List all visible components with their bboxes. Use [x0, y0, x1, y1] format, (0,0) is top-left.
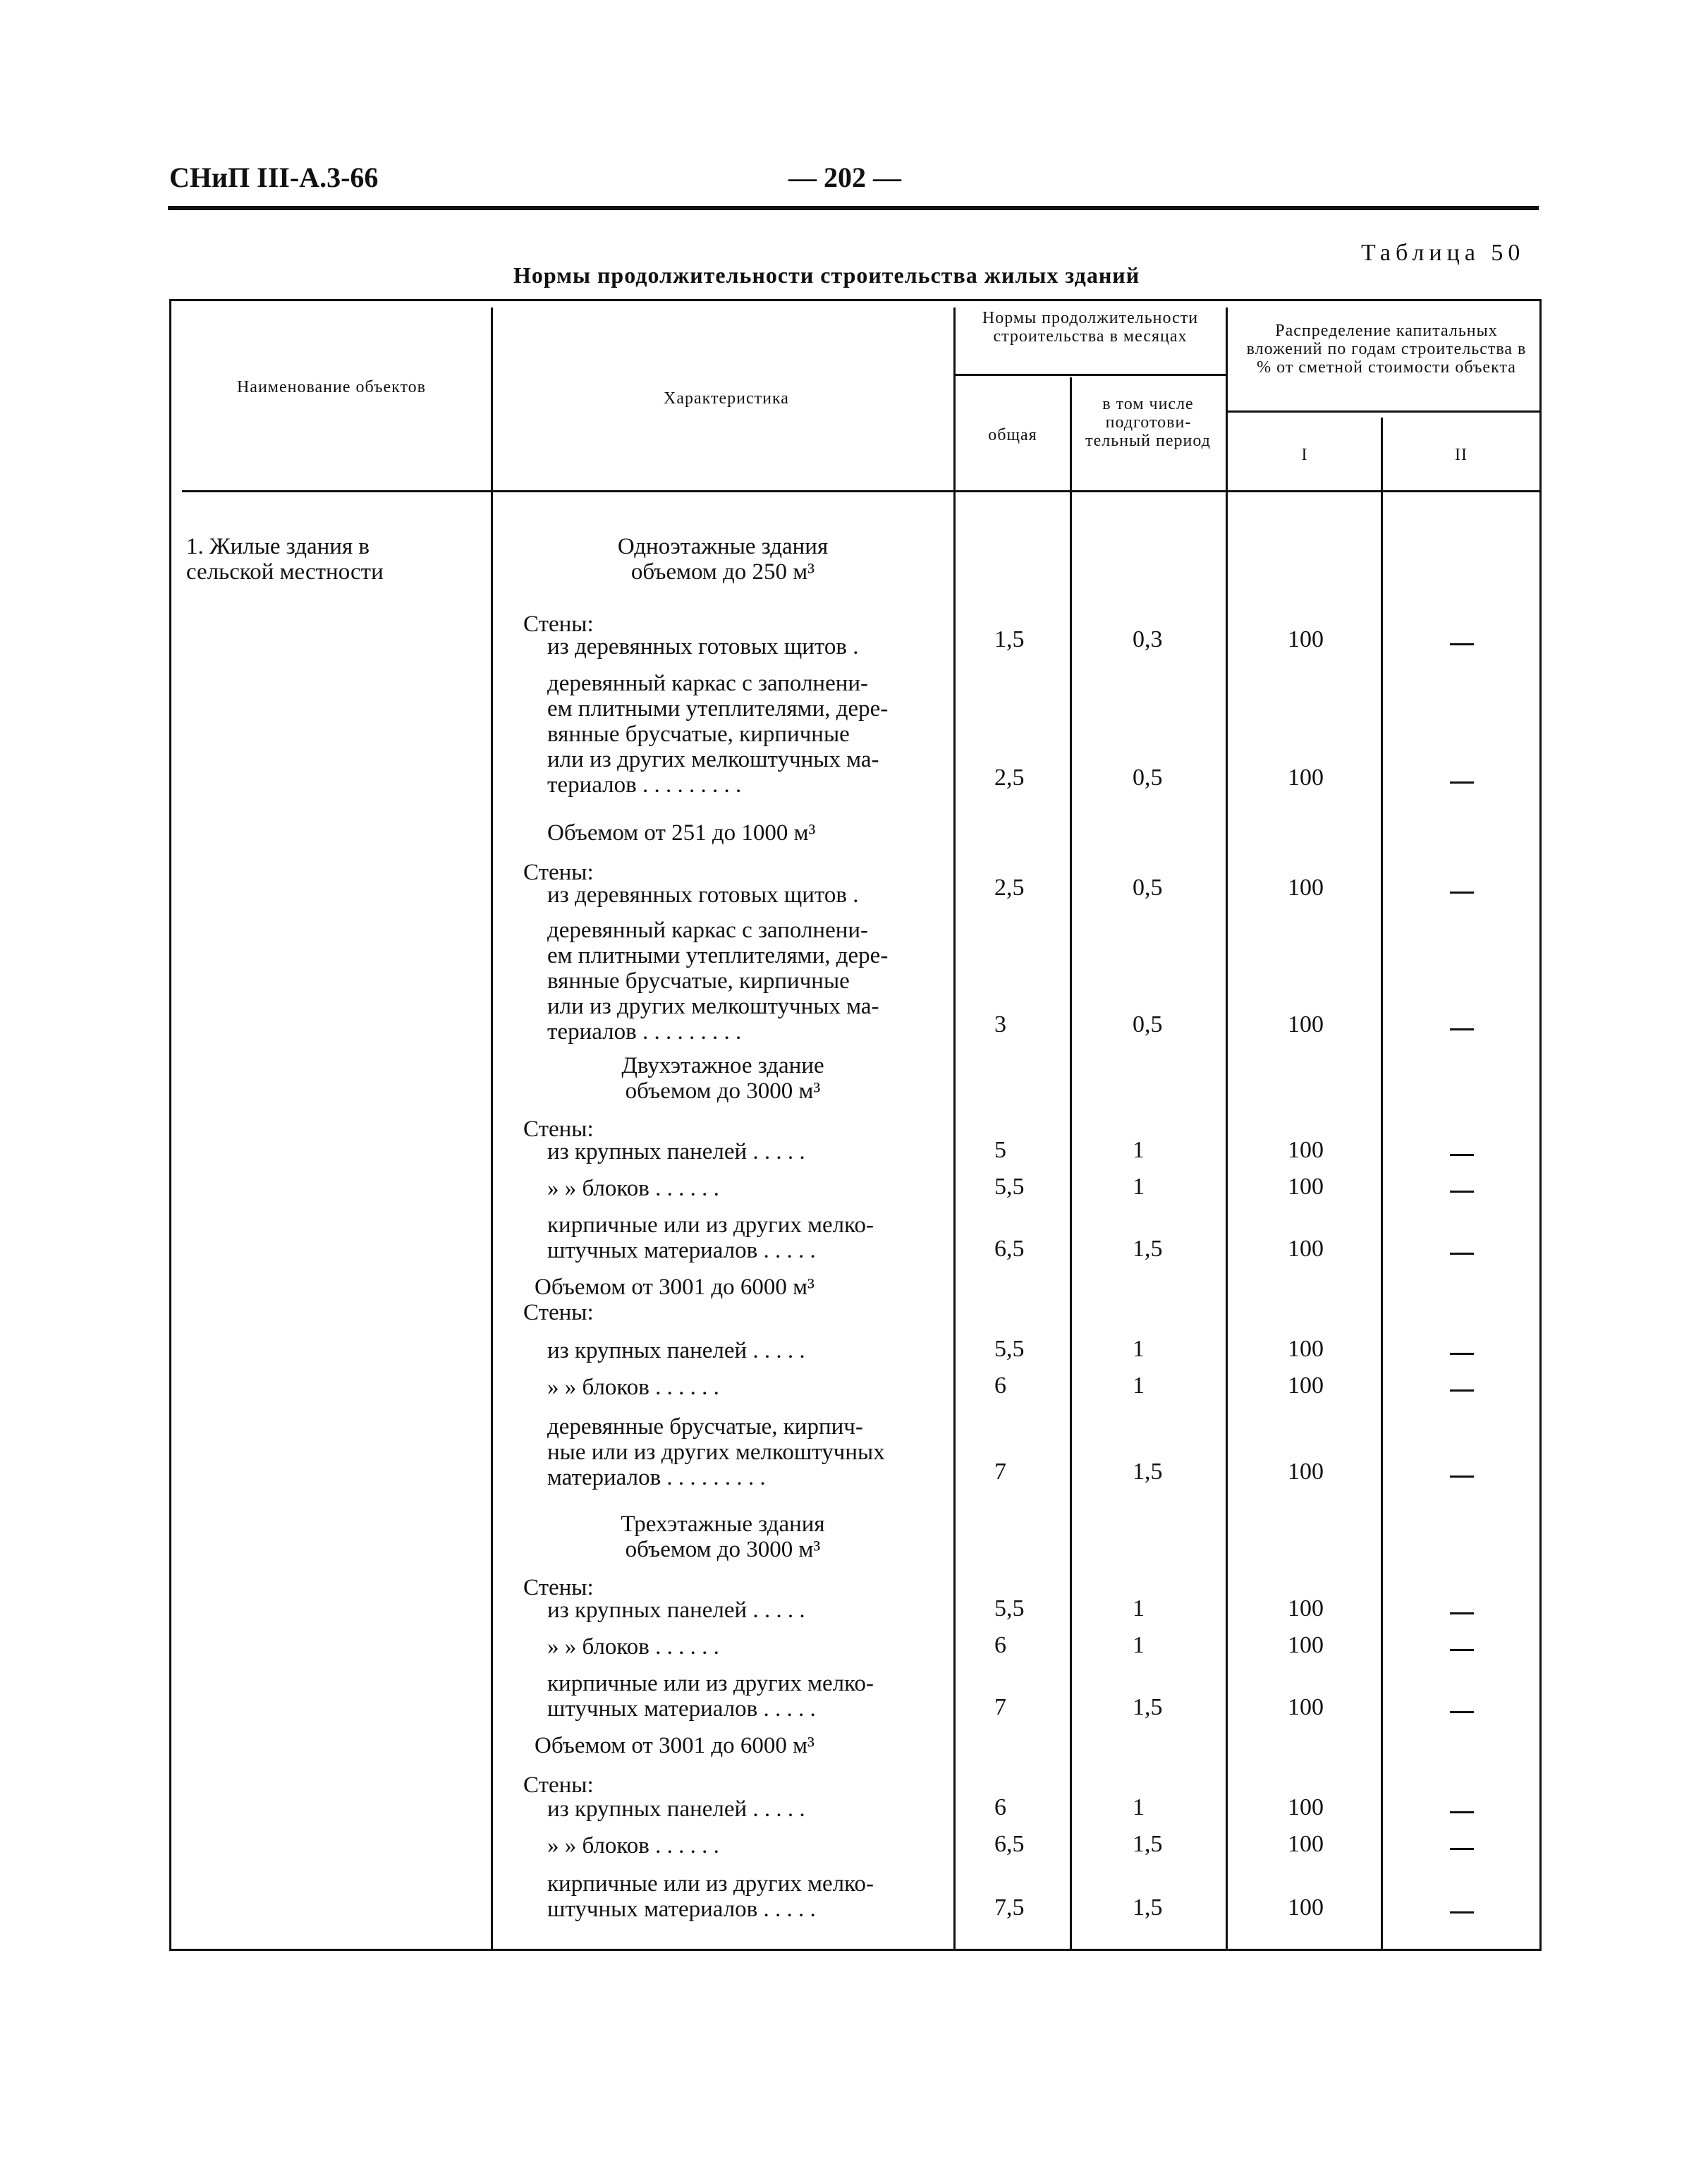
row-description: вянные брусчатые, кирпичные — [547, 968, 850, 994]
cell-prep: 1,5 — [1133, 1459, 1163, 1485]
row-description: деревянный каркас с заполнени- — [547, 918, 869, 943]
col-header-year1: I — [1301, 446, 1308, 464]
document-code: СНиП III-А.3-66 — [169, 162, 379, 193]
row-description: или из других мелкоштучных ма- — [547, 994, 879, 1019]
cell-year1: 100 — [1288, 1373, 1324, 1399]
cell-year1: 100 — [1288, 1632, 1324, 1658]
row-description: из крупных панелей . . . . . — [547, 1139, 805, 1164]
row-description: ные или из других мелкоштучных — [547, 1440, 885, 1465]
row-description: вянные брусчатые, кирпичные — [547, 722, 850, 747]
cell-year1: 100 — [1288, 875, 1324, 901]
row-description: кирпичные или из других мелко- — [547, 1212, 874, 1238]
row-description: кирпичные или из других мелко- — [547, 1871, 874, 1897]
cell-total: 5,5 — [994, 1336, 1025, 1362]
group-title: Объемом от 251 до 1000 м³ — [547, 820, 816, 846]
cell-prep: 1 — [1133, 1794, 1145, 1820]
table-right-border — [1539, 299, 1542, 1951]
group-title: объемом до 250 м³ — [630, 559, 815, 585]
object-name-line-2: сельской местности — [186, 559, 384, 585]
row-description: материалов . . . . . . . . . — [547, 1465, 766, 1490]
cell-year2-dash — [1450, 1389, 1474, 1392]
cell-total: 2,5 — [994, 875, 1025, 901]
object-name-line-1: 1. Жилые здания в — [186, 534, 370, 559]
row-description: из крупных панелей . . . . . — [547, 1338, 805, 1363]
cell-total: 6,5 — [994, 1831, 1025, 1857]
walls-label: Стены: — [523, 1117, 594, 1142]
row-description: кирпичные или из других мелко- — [547, 1671, 874, 1696]
cell-prep: 1 — [1133, 1137, 1145, 1163]
page-number: — 202 — — [788, 162, 901, 193]
cell-prep: 1,5 — [1133, 1694, 1163, 1720]
group-title: объемом до 3000 м³ — [625, 1537, 821, 1562]
table-title: Нормы продолжительности строительства жилых зданий — [513, 262, 1140, 288]
col-divider-year2 — [1381, 418, 1383, 1949]
cell-total: 1,5 — [994, 626, 1025, 652]
cell-year2-dash — [1450, 643, 1474, 645]
col-header-name: Наименование объектов — [236, 378, 427, 396]
row-description: » » блоков . . . . . . — [547, 1833, 719, 1858]
col-divider-duration — [953, 308, 956, 1949]
cell-total: 3 — [994, 1011, 1006, 1038]
walls-label: Стены: — [523, 1772, 594, 1798]
cell-prep: 1 — [1133, 1373, 1145, 1399]
col-header-year2: II — [1455, 446, 1468, 464]
cell-total: 6 — [994, 1632, 1006, 1658]
cell-prep: 1 — [1133, 1632, 1145, 1658]
cell-prep: 0,5 — [1133, 875, 1163, 901]
cell-year1: 100 — [1288, 626, 1324, 652]
row-description: штучных материалов . . . . . — [547, 1696, 816, 1722]
group-title: Объемом от 3001 до 6000 м³ — [535, 1274, 815, 1300]
table-bottom-border — [169, 1949, 1542, 1951]
row-description: деревянный каркас с заполнени- — [547, 671, 869, 696]
cell-year1: 100 — [1288, 1137, 1324, 1163]
col-header-distribution: Распределение капитальных вложений по годам строительства в % от сметной стоимости объекта — [1246, 322, 1527, 377]
cell-prep: 1,5 — [1133, 1831, 1163, 1857]
distribution-subheader-rule — [1228, 410, 1539, 413]
table-number: Таблица 50 — [1361, 240, 1525, 266]
row-description: териалов . . . . . . . . . — [547, 772, 742, 798]
cell-total: 7 — [994, 1694, 1006, 1720]
col-header-characteristic: Характеристика — [664, 389, 789, 408]
col-header-prep: в том числе подготовительный период — [1085, 395, 1211, 450]
group-title: Трехэтажные здания — [621, 1511, 825, 1537]
cell-year2-dash — [1450, 1649, 1474, 1651]
cell-total: 7,5 — [994, 1894, 1025, 1921]
col-divider-characteristic — [491, 308, 493, 1949]
header-bottom-rule — [182, 490, 1542, 492]
row-description: штучных материалов . . . . . — [547, 1238, 816, 1263]
cell-year2-dash — [1450, 1191, 1474, 1193]
col-header-total: общая — [988, 426, 1037, 444]
row-description: териалов . . . . . . . . . — [547, 1019, 742, 1045]
cell-prep: 0,5 — [1133, 1011, 1163, 1038]
cell-year1: 100 — [1288, 1794, 1324, 1820]
cell-prep: 1 — [1133, 1336, 1145, 1362]
row-description: деревянные брусчатые, кирпич- — [547, 1414, 863, 1440]
table-top-border — [169, 299, 1542, 301]
cell-year1: 100 — [1288, 1236, 1324, 1262]
cell-year1: 100 — [1288, 1459, 1324, 1485]
cell-prep: 1 — [1133, 1174, 1145, 1200]
group-title: Объемом от 3001 до 6000 м³ — [535, 1733, 815, 1758]
cell-prep: 1,5 — [1133, 1236, 1163, 1262]
cell-year1: 100 — [1288, 1595, 1324, 1622]
cell-year2-dash — [1450, 1711, 1474, 1713]
walls-label: Стены: — [523, 612, 594, 637]
cell-year2-dash — [1450, 892, 1474, 894]
cell-year2-dash — [1450, 1154, 1474, 1156]
row-description: из деревянных готовых щитов . — [547, 634, 859, 659]
cell-year2-dash — [1450, 1612, 1474, 1614]
row-description: » » блоков . . . . . . — [547, 1176, 719, 1201]
cell-total: 6 — [994, 1794, 1006, 1820]
col-header-duration: Нормы продолжительности строительства в месяцах — [982, 309, 1199, 346]
cell-year2-dash — [1450, 781, 1474, 784]
row-description: » » блоков . . . . . . — [547, 1375, 719, 1400]
cell-prep: 0,3 — [1133, 626, 1163, 652]
cell-year2-dash — [1450, 1353, 1474, 1355]
row-description: из крупных панелей . . . . . — [547, 1598, 805, 1623]
cell-year1: 100 — [1288, 1894, 1324, 1921]
cell-total: 5,5 — [994, 1174, 1025, 1200]
cell-year1: 100 — [1288, 1336, 1324, 1362]
group-title: Двухэтажное здание — [621, 1053, 824, 1078]
row-description: из крупных панелей . . . . . — [547, 1796, 805, 1822]
row-description: штучных материалов . . . . . — [547, 1897, 816, 1922]
cell-year1: 100 — [1288, 765, 1324, 791]
walls-label: Стены: — [523, 860, 594, 885]
cell-prep: 0,5 — [1133, 765, 1163, 791]
table-left-border — [169, 299, 171, 1951]
cell-prep: 1,5 — [1133, 1894, 1163, 1921]
cell-prep: 1 — [1133, 1595, 1145, 1622]
group-title: Одноэтажные здания — [617, 534, 829, 559]
row-description: » » блоков . . . . . . — [547, 1634, 719, 1660]
header-rule — [168, 206, 1539, 210]
cell-total: 6 — [994, 1373, 1006, 1399]
cell-year1: 100 — [1288, 1831, 1324, 1857]
duration-subheader-rule — [956, 374, 1226, 376]
cell-total: 6,5 — [994, 1236, 1025, 1262]
cell-total: 5,5 — [994, 1595, 1025, 1622]
cell-year2-dash — [1450, 1911, 1474, 1913]
cell-total: 7 — [994, 1459, 1006, 1485]
cell-year1: 100 — [1288, 1174, 1324, 1200]
cell-year2-dash — [1450, 1848, 1474, 1850]
cell-total: 2,5 — [994, 765, 1025, 791]
group-title: объемом до 3000 м³ — [625, 1078, 821, 1104]
cell-total: 5 — [994, 1137, 1006, 1163]
row-description: ем плитными утеплителями, дере- — [547, 696, 889, 722]
walls-label: Стены: — [523, 1300, 594, 1325]
cell-year2-dash — [1450, 1811, 1474, 1813]
cell-year1: 100 — [1288, 1694, 1324, 1720]
row-description: ем плитными утеплителями, дере- — [547, 943, 889, 968]
row-description: из деревянных готовых щитов . — [547, 882, 859, 908]
cell-year2-dash — [1450, 1476, 1474, 1478]
row-description: или из других мелкоштучных ма- — [547, 747, 879, 772]
cell-year2-dash — [1450, 1028, 1474, 1030]
cell-year1: 100 — [1288, 1011, 1324, 1038]
col-divider-prep — [1070, 377, 1072, 1949]
walls-label: Стены: — [523, 1575, 594, 1600]
col-divider-distribution — [1226, 308, 1228, 1949]
cell-year2-dash — [1450, 1253, 1474, 1255]
